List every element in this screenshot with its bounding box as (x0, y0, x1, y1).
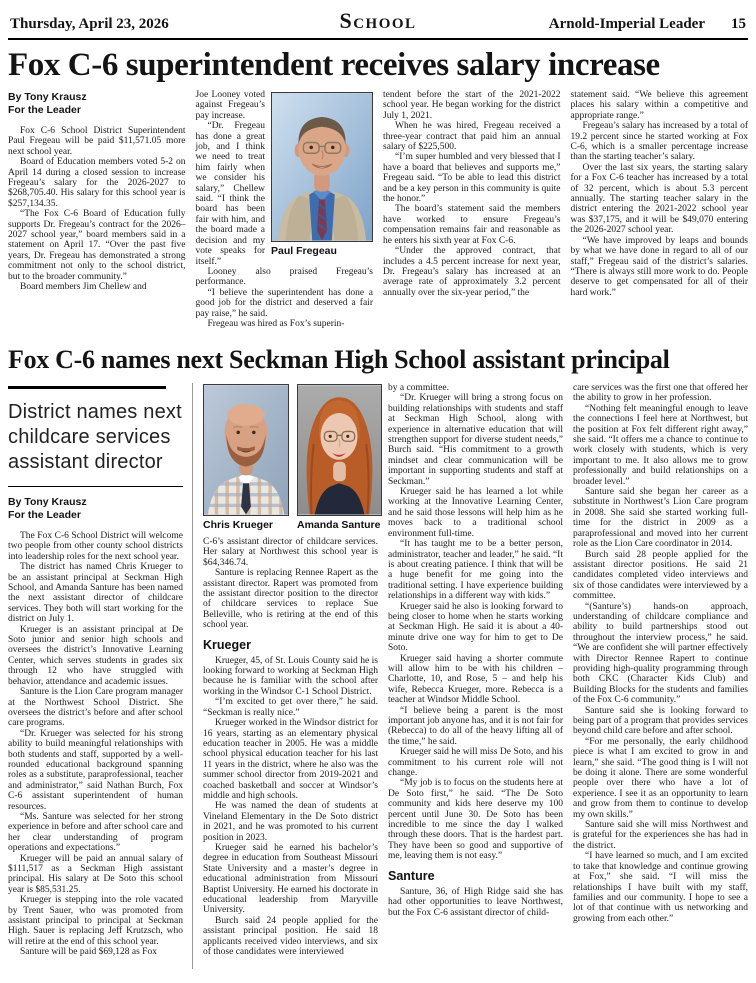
photo-paul-fregeau (271, 92, 373, 257)
article-paragraph: “I believe being a parent is the most important job anyone has, and it is not fair for (Rebecca) to do all of the heavy lifting all of the time,” he said. (388, 705, 563, 747)
article-paragraph: “I’m excited to get over there,” he said. “Seckman is really nice.” (203, 697, 378, 718)
article2-headline: Fox C-6 names next Seckman High School assistant principal (8, 345, 670, 374)
article-paragraph: The board’s statement said the members have worked to ensure Fregeau’s compensation remains fair and reasonable as he enters his sixth year at Fox C-6. (383, 204, 561, 246)
article-paragraph: Santure said she is looking forward to being part of a program that provides services beyond child care before and after school. (573, 705, 748, 737)
article-paragraph: Krueger said he has learned a lot while working at the Innovative Learning Center, and he said those lessons will help him as he moves back to a traditional school environment full-time. (388, 487, 563, 539)
article-paragraph: He was named the dean of students at Vineland Elementary in the De Soto district in 2021, and he was promoted to his current position in 2023. (203, 801, 378, 843)
sidebar-column (8, 383, 193, 969)
article2-column-4 (573, 383, 748, 969)
sidebar-divider-rule (8, 486, 183, 487)
article-paragraph: “Nothing felt meaningful enough to leave the connections I feel here at Northwest, but the position at Fox felt different right away,” she said. “It offers me a chance to continue to work closely with students, which is very important to me. It also allows me to grow professionally and build relationships on a broader level.” (573, 403, 748, 487)
article-paragraph: Santure said she began her career as a substitute in Northwest’s Lion Care program in 2008. She said she started working full-time for the district in 2009 as a paraprofessional and moved into her current role as the Lion Care coordinator in 2014. (573, 487, 748, 550)
article1-columns (8, 90, 748, 337)
photo-chris-krueger (203, 384, 289, 531)
sidebar-top-rule (8, 386, 166, 389)
article1-col1-text (8, 126, 186, 293)
section-subhead: Krueger (203, 637, 251, 652)
paper-name: Arnold-Imperial Leader (548, 16, 705, 32)
article-assistant-principal (8, 345, 748, 969)
byline-org: For the Leader (8, 509, 81, 521)
article-paragraph: Krueger said he will miss De Soto, and his commitment to his current role will not change. (388, 747, 563, 779)
byline-org: For the Leader (8, 104, 81, 116)
article-paragraph: care services was the first one that offered her the ability to grow in her profession. (573, 383, 748, 404)
article-paragraph: Burch said 24 people applied for the assistant principal position. He said 18 applicants received video interviews, and six of those candidates were interviewed (203, 915, 378, 958)
article-superintendent-salary (8, 47, 748, 337)
byline-author: By Tony Krausz (8, 91, 87, 103)
article1-headline: Fox C-6 superintendent receives salary increase (8, 47, 660, 83)
portrait-chris-krueger-image (203, 384, 289, 516)
article-paragraph: Santure will be paid $69,128 as Fox (20, 947, 157, 958)
article2-col4-text (573, 383, 748, 924)
issue-date: Thursday, April 23, 2026 (10, 16, 169, 32)
article-paragraph: Krueger said having a shorter commute will allow him to be with his children – Charlotte, 10, and Rose, 5 – and help his wife, Rebecca Krueger, more. Rebecca is a teacher at Windsor Middle School. (388, 653, 563, 706)
sidebar-headline: District names next childcare services assistant director (8, 401, 182, 473)
article-paragraph: “Ms. Santure was selected for her strong experience in before and after school care and her clear understanding of program operations and expectations.” (8, 811, 183, 854)
article-paragraph: Fregeau was hired as Fox’s superin- (207, 318, 345, 329)
portrait-paul-fregeau-image (271, 92, 373, 242)
article1-column-3 (383, 90, 561, 337)
article-paragraph: Santure said she will miss Northwest and is grateful for the experiences she has had in the district. (573, 820, 748, 851)
article-paragraph: “(Santure’s) hands-on approach, understanding of childcare compliance and ability to build partnerships stood out throughout the interview process,” he said. “We are confident she will partner effectively with Director Rennee Rapert to continue providing high-quality programming through both CKC (Character Kids Club) and Building Blocks for the students and families of the Fox C-6 community.” (573, 601, 748, 706)
article1-col4-text (571, 90, 749, 298)
article-paragraph: When he was hired, Fregeau received a three-year contract that paid him an annual salary of $225,500. (383, 121, 561, 153)
article-paragraph: “The Fox C-6 Board of Education fully supports Dr. Fregeau’s contract for the 2026–2027 school year,” board members said in a statement on April 17. “Over the past five years, Dr. Fregeau has demonstrated a strong commitment not only to the school district, but to the broader community.” (8, 209, 186, 282)
article2-column-2 (203, 383, 381, 969)
article2-column-3 (388, 383, 563, 969)
article-paragraph: Santure is the Lion Care program manager at the Northwest School District. She oversees the district’s before and after school care programs. (8, 687, 183, 729)
article1-column-2 (196, 90, 374, 337)
article-paragraph: Santure is replacing Rennee Rapert as the assistant director. Rapert was promoted from the assistant director position to the director of childcare services to replace Sue Belleville, who is retiring at the end of this school year. (203, 568, 378, 631)
article1-byline (8, 91, 186, 117)
article2-columns (8, 383, 748, 969)
article-paragraph: Krueger is an assistant principal at De Soto junior and senior high schools and oversees the district’s Innovative Learning Center, which serves students in grades six through 12 who have struggled with behavior, attendance and academic issues. (8, 624, 183, 687)
article-paragraph: Santure, 36, of High Ridge said she has had other opportunities to leave Northwest, but the Fox C-6 assistant director of child- (388, 886, 563, 918)
masthead (8, 5, 748, 40)
article-paragraph: Burch said 28 people applied for the assistant director positions. He said 21 candidates completed video interviews and six of those candidates were interviewed by a committee. (573, 549, 748, 602)
article-paragraph: “Dr. Krueger will bring a strong focus on building relationships with students and staff at Seckman High School, along with experience in alternative education that will strengthen support for diverse student needs,” Burch said. “His commitment to a growth mindset and clear communication will be important in supporting students and staff at Seckman.” (388, 393, 563, 487)
article-paragraph: “I believe the superintendent has done a good job for the district and deserved a fair pay raise,” he said. (195, 287, 373, 319)
article2-col2-text (203, 537, 378, 957)
section-subhead: Santure (388, 868, 435, 883)
article-paragraph: Krueger will be paid an annual salary of $111,517 as a Seckman High assistant principal. His salary at De Soto this school year is $85,531.25. (8, 853, 183, 895)
section-title: School (339, 8, 417, 33)
article-paragraph: Krueger worked in the Windsor district for 16 years, starting as an elementary physical education teacher in 2005. He was a middle school physical education teacher for his last 11 years in the district, where he also was the summer school director from 2019-2021 and coached basketball and soccer at Windsor’s middle and high schools. (203, 718, 378, 801)
photo-caption-chris-krueger: Chris Krueger (203, 519, 274, 531)
article-paragraph: Fregeau’s salary has increased by a total of 19.2 percent since he started working at Fox C-6, which is a smaller percentage increase than the starting teacher’s salary. (570, 121, 748, 163)
portrait-amanda-santure-image (297, 384, 382, 516)
article-paragraph: “I have learned so much, and I am excited to take that knowledge and continue growing at Fox,” she said. “I will miss the relationships I have built with my staff, families and our community. I hope to see a lot of that continue with us networking and growing from each other.” (573, 851, 748, 924)
article-paragraph: “We have improved by leaps and bounds by what we have done in regard to all of our staff,” Fregeau said of the district’s salaries. “There is always still more work to do. People deserve to get compensated for all of their hard work.” (570, 235, 748, 298)
photo-caption-paul-fregeau: Paul Fregeau (271, 245, 337, 257)
photo-row (203, 384, 381, 531)
article-paragraph: “It has taught me to be a better person, administrator, teacher and leader,” he said. “It is about creating patience. I think that will be a huge benefit for me going into the traditional setting. I have experience building relationships in a different way with kids.” (388, 539, 563, 602)
article-paragraph: Krueger, 45, of St. Louis County said he is looking forward to working at Seckman High because he is familiar with the school after working in the Windsor C-1 School District. (203, 655, 378, 697)
article-paragraph: “For me personally, the early childhood piece is what I am excited to grow in and learn,” she said. “The good thing is I will not be doing it alone. There are some wonderful people over there who have a lot of experience. I see it as an opportunity to learn and grow from them to continue to develop my own skills.” (573, 736, 748, 820)
page-number: 15 (731, 16, 746, 32)
article-paragraph: Joe Looney voted against Fregeau’s pay increase. (195, 90, 265, 121)
article-paragraph: The district has named Chris Krueger to be an assistant principal at Seckman High School, and Amanda Santure has been named the next assistant director of childcare services. They both will start working for the district on July 1. (8, 562, 183, 625)
article2-col3-text (388, 383, 563, 918)
article-paragraph: “Dr. Fregeau has done a great job, and I think we need to treat him fairly when we consider his salary,” Chellew said. “I think the board has been fair with him, and the board made a decision and my vote speaks for itself.” (195, 121, 265, 267)
article-paragraph: Looney also praised Fregeau’s performance. (195, 266, 373, 288)
article2-col1-text (8, 531, 183, 958)
article-paragraph: C-6’s assistant director of childcare services. Her salary at Northwest this school year is $64,346.74. (203, 537, 378, 568)
article-paragraph: Krueger said he earned his bachelor’s degree in education from Southeast Missouri State University and a master’s degree in educational administration from Missouri Baptist University. He earned his doctorate in educational leadership from Maryville University. (203, 842, 378, 916)
article1-column-1 (8, 90, 186, 337)
article-paragraph: Fox C-6 School District Superintendent Paul Fregeau will be paid $11,571.05 more next school year. (8, 126, 186, 157)
article-paragraph: Board of Education members voted 5-2 on April 14 during a closed session to increase Fregeau’s salary for the 2026-2027 to $268,705.40. His salary for this school year is $257,134.35. (8, 157, 186, 209)
photo-caption-amanda-santure: Amanda Santure (297, 519, 381, 531)
article-paragraph: “I’m super humbled and very blessed that I have a board that believes and supports me,” Fregeau said. “To be able to lead this district and be a key person in this community is quite the honor.” (383, 152, 561, 205)
photo-amanda-santure (297, 384, 382, 531)
article-paragraph: “Under the approved contract, that includes a 4.5 percent increase for next year, Dr. Fregeau’s salary has increased at an average rate of approximately 3.2 percent annually over the six-year period,” the (383, 246, 561, 298)
article-paragraph: Board members Jim Chellew and (20, 282, 147, 293)
article1-column-4 (571, 90, 749, 337)
article-paragraph: Krueger is stepping into the role vacated by Trent Sauer, who was promoted from assistant principal to principal at Seckman High. Sauer is replacing Jeff Krutzsch, who will retire at the end of this school year. (8, 895, 183, 947)
article-paragraph: statement said. “We believe this agreement places his salary within a competitive and appropriate range.” (570, 90, 748, 121)
article-paragraph: Over the last six years, the starting salary for a Fox C-6 teacher has increased by a total of 32 percent, which is about 5.3 percent annually. The starting teacher salary in the district entering the 2021-2022 school year was $37,175, and it will be $49,070 entering the 2026-2027 school year. (570, 162, 748, 236)
article-paragraph: “My job is to focus on the students here at De Soto first,” he said. “The De Soto community and kids here deserve my 100 percent until June 30. De Soto has been incredible to me since the day I walked through these doors. That is the hardest part. They have been so good and supportive of me, leaving them is not easy.” (388, 778, 563, 862)
article2-byline (8, 496, 183, 522)
article-paragraph: “Dr. Krueger was selected for his strong ability to build meaningful relationships with both students and staff, supported by a well-rounded educational background spanning roles as a substitute, paraprofessional, teacher and administrator,” said Nathan Burch, Fox C-6 assistant superintendent of human resources. (8, 728, 183, 812)
byline-author: By Tony Krausz (8, 496, 87, 508)
article-paragraph: by a committee. (388, 383, 449, 393)
masthead-right (417, 16, 746, 33)
article-paragraph: Krueger said he also is looking forward to being closer to home when he starts working at Seckman High. He said it is about a 40-minute drive one way for him to get to De Soto. (388, 601, 563, 654)
article-paragraph: tendent before the start of the 2021-2022 school year. He began working for the district July 1, 2021. (383, 90, 561, 121)
article-paragraph: The Fox C-6 School District will welcome two people from other county school districts into leadership roles for the next school year. (8, 531, 183, 562)
article1-col3-text (383, 90, 561, 298)
